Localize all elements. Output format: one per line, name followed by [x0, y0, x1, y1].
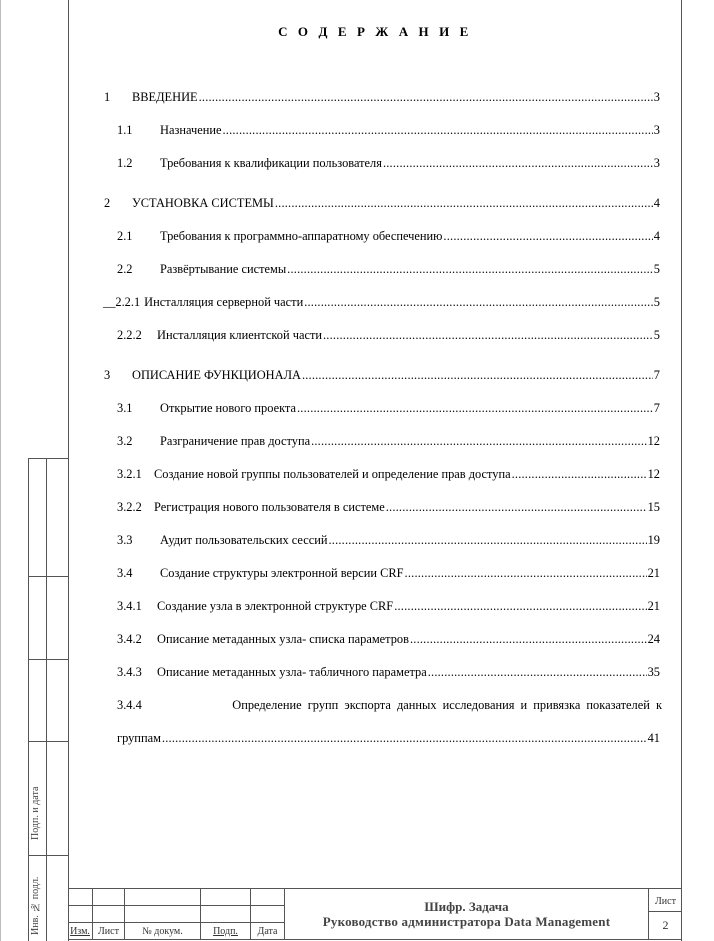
toc-entry-page: 12 — [647, 467, 660, 481]
frame-bottom-border — [68, 939, 682, 940]
toc-entry-page: 3 — [653, 156, 660, 170]
toc-entry-page: 4 — [653, 229, 660, 243]
toc-entry-number: 3.4.3 — [117, 665, 142, 679]
toc-entry-number: 3 — [104, 368, 111, 382]
toc-entry-text: Инсталляция клиентской части — [157, 328, 322, 342]
toc-entry-number: 2.2 — [117, 262, 133, 276]
toc-entry-page: 5 — [653, 328, 660, 342]
side-stamp-hline — [28, 741, 69, 742]
stamp-col-izm: Изм. — [70, 926, 90, 937]
toc-entry-text: ВВЕДЕНИЕ — [132, 90, 198, 104]
toc-entry[interactable] — [117, 434, 660, 449]
toc-entry[interactable] — [117, 599, 660, 614]
toc-entry-page: 24 — [647, 632, 660, 646]
toc-leader-dots — [222, 123, 652, 138]
toc-entry-number: 2 — [104, 196, 111, 210]
toc-entry[interactable] — [104, 368, 660, 383]
toc-entry-text: УСТАНОВКА СИСТЕМЫ — [132, 196, 274, 210]
toc-leader-dots — [304, 295, 653, 310]
toc-entry[interactable] — [117, 123, 660, 138]
toc-entry[interactable] — [103, 295, 660, 310]
toc-entry-text: Требования к программно-аппаратному обеспечению — [160, 229, 443, 243]
toc-leader-dots — [297, 401, 653, 416]
toc-entry-text: Назначение — [160, 123, 222, 137]
toc-entry-wrapped[interactable] — [117, 698, 662, 713]
toc-entry-text: Описание метаданных узла- табличного параметра — [157, 665, 427, 679]
side-stamp-hline — [28, 576, 69, 577]
toc-entry-text: Создание узла в электронной структуре CRF — [157, 599, 394, 613]
toc-leader-dots — [302, 368, 653, 383]
toc-leader-dots — [386, 500, 647, 515]
toc-entry-number: 2.1 — [117, 229, 133, 243]
toc-entry-number: 3.4.4 — [117, 698, 142, 712]
toc-leader-dots — [287, 262, 653, 277]
stamp-grid-line — [648, 911, 682, 912]
toc-entry[interactable] — [117, 500, 660, 515]
toc-entry-text: Определение групп экспорта данных исследования и привязка показателей к — [232, 698, 662, 712]
toc-entry-text: Открытие нового проекта — [160, 401, 296, 415]
toc-leader-dots — [410, 632, 647, 647]
toc-entry-number: 3.2.2 — [117, 500, 142, 514]
toc-leader-dots — [443, 229, 652, 244]
toc-entry[interactable] — [117, 632, 660, 647]
toc-entry-page: 21 — [647, 599, 660, 613]
stamp-grid-line — [68, 905, 284, 906]
sign-date-label: Подп. и дата — [30, 786, 41, 840]
stamp-col-sign: Подп. — [213, 926, 238, 937]
toc-entry-page: 7 — [653, 401, 660, 415]
toc-entry[interactable] — [104, 90, 660, 105]
toc-entry-number: 3.4.1 — [117, 599, 142, 613]
toc-entry-page: 7 — [653, 368, 660, 382]
side-stamp-hline — [28, 659, 69, 660]
toc-leader-dots — [199, 90, 653, 105]
toc-entry-text-cont: группам — [117, 731, 161, 745]
stamp-col-date: Дата — [257, 926, 278, 937]
toc-entry-number: 2.2.2 — [117, 328, 142, 342]
toc-entry-page: 5 — [653, 262, 660, 276]
stamp-col-doc: № докум. — [142, 926, 183, 937]
toc-leader-dots — [428, 665, 647, 680]
page-edge — [0, 0, 1, 941]
toc-entry-text: Развёртывание системы — [160, 262, 287, 276]
toc-entry-page: 21 — [647, 566, 660, 580]
toc-entry-page: 41 — [647, 731, 660, 745]
inv-number-label: Инв. № подл. — [30, 876, 41, 935]
toc-entry-text: Создание структуры электронной версии CRF — [160, 566, 404, 580]
toc-entry-page: 5 — [653, 295, 660, 309]
side-stamp-hline — [28, 855, 69, 856]
toc-entry[interactable] — [117, 467, 660, 482]
toc-entry-number: 3.4 — [117, 566, 133, 580]
toc-entry-text: ОПИСАНИЕ ФУНКЦИОНАЛА — [132, 368, 301, 382]
toc-entry-number: 1 — [104, 90, 111, 104]
toc-entry[interactable] — [117, 262, 660, 277]
toc-entry-text: Создание новой группы пользователей и определение прав доступа — [154, 467, 511, 481]
toc-entry-text: Описание метаданных узла- списка параметров — [157, 632, 409, 646]
toc-leader-dots — [162, 731, 647, 746]
toc-entry[interactable] — [117, 229, 660, 244]
toc-leader-dots — [275, 196, 653, 211]
toc-entry[interactable] — [104, 196, 660, 211]
toc-entry-number: __2.2.1 — [103, 295, 141, 309]
toc-entry-number: 3.1 — [117, 401, 133, 415]
side-stamp-divider — [46, 458, 47, 941]
toc-entry[interactable] — [117, 156, 660, 171]
toc-entry-page: 3 — [653, 123, 660, 137]
toc-leader-dots — [512, 467, 647, 482]
toc-entry[interactable] — [117, 401, 660, 416]
toc-entry-page: 12 — [647, 434, 660, 448]
toc-entry-page: 19 — [647, 533, 660, 547]
toc-entry-text: Аудит пользовательских сессий — [160, 533, 328, 547]
toc-entry-text: Требования к квалификации пользователя — [160, 156, 382, 170]
toc-entry-text: Разграничение прав доступа — [160, 434, 311, 448]
toc-entry[interactable] — [117, 533, 660, 548]
stamp-grid-line — [68, 922, 284, 923]
stamp-sheet-label: Лист — [655, 896, 676, 907]
toc-entry-page: 15 — [647, 500, 660, 514]
toc-leader-dots — [394, 599, 646, 614]
frame-right-border — [681, 0, 682, 941]
toc-entry-number: 3.2.1 — [117, 467, 142, 481]
stamp-code: Шифр. Задача — [424, 899, 509, 914]
toc-entry-number: 1.2 — [117, 156, 133, 170]
toc-entry-number: 3.3 — [117, 533, 133, 547]
toc-entry-number: 1.1 — [117, 123, 133, 137]
toc-entry-number: 3.4.2 — [117, 632, 142, 646]
toc-entry-continuation[interactable] — [117, 731, 660, 746]
toc-entry[interactable] — [117, 566, 660, 581]
toc-leader-dots — [323, 328, 653, 343]
toc-entry-page: 4 — [653, 196, 660, 210]
toc-leader-dots — [311, 434, 647, 449]
stamp-sheet-number: 2 — [662, 918, 669, 932]
stamp-document-title: Руководство администратора Data Management — [322, 914, 611, 929]
toc-entry-text: Инсталляция серверной части — [144, 295, 304, 309]
toc-leader-dots — [328, 533, 646, 548]
toc-leader-dots — [405, 566, 647, 581]
toc-title: С О Д Е Р Ж А Н И Е — [278, 24, 472, 39]
toc-entry[interactable] — [117, 665, 660, 680]
stamp-top-border — [68, 888, 682, 889]
toc-entry-number: 3.2 — [117, 434, 133, 448]
toc-entry-text: Регистрация нового пользователя в системе — [154, 500, 385, 514]
toc-leader-dots — [383, 156, 653, 171]
toc-entry[interactable] — [117, 328, 660, 343]
toc-entry-page: 35 — [647, 665, 660, 679]
toc-entry-page: 3 — [653, 90, 660, 104]
stamp-col-list: Лист — [98, 926, 119, 937]
